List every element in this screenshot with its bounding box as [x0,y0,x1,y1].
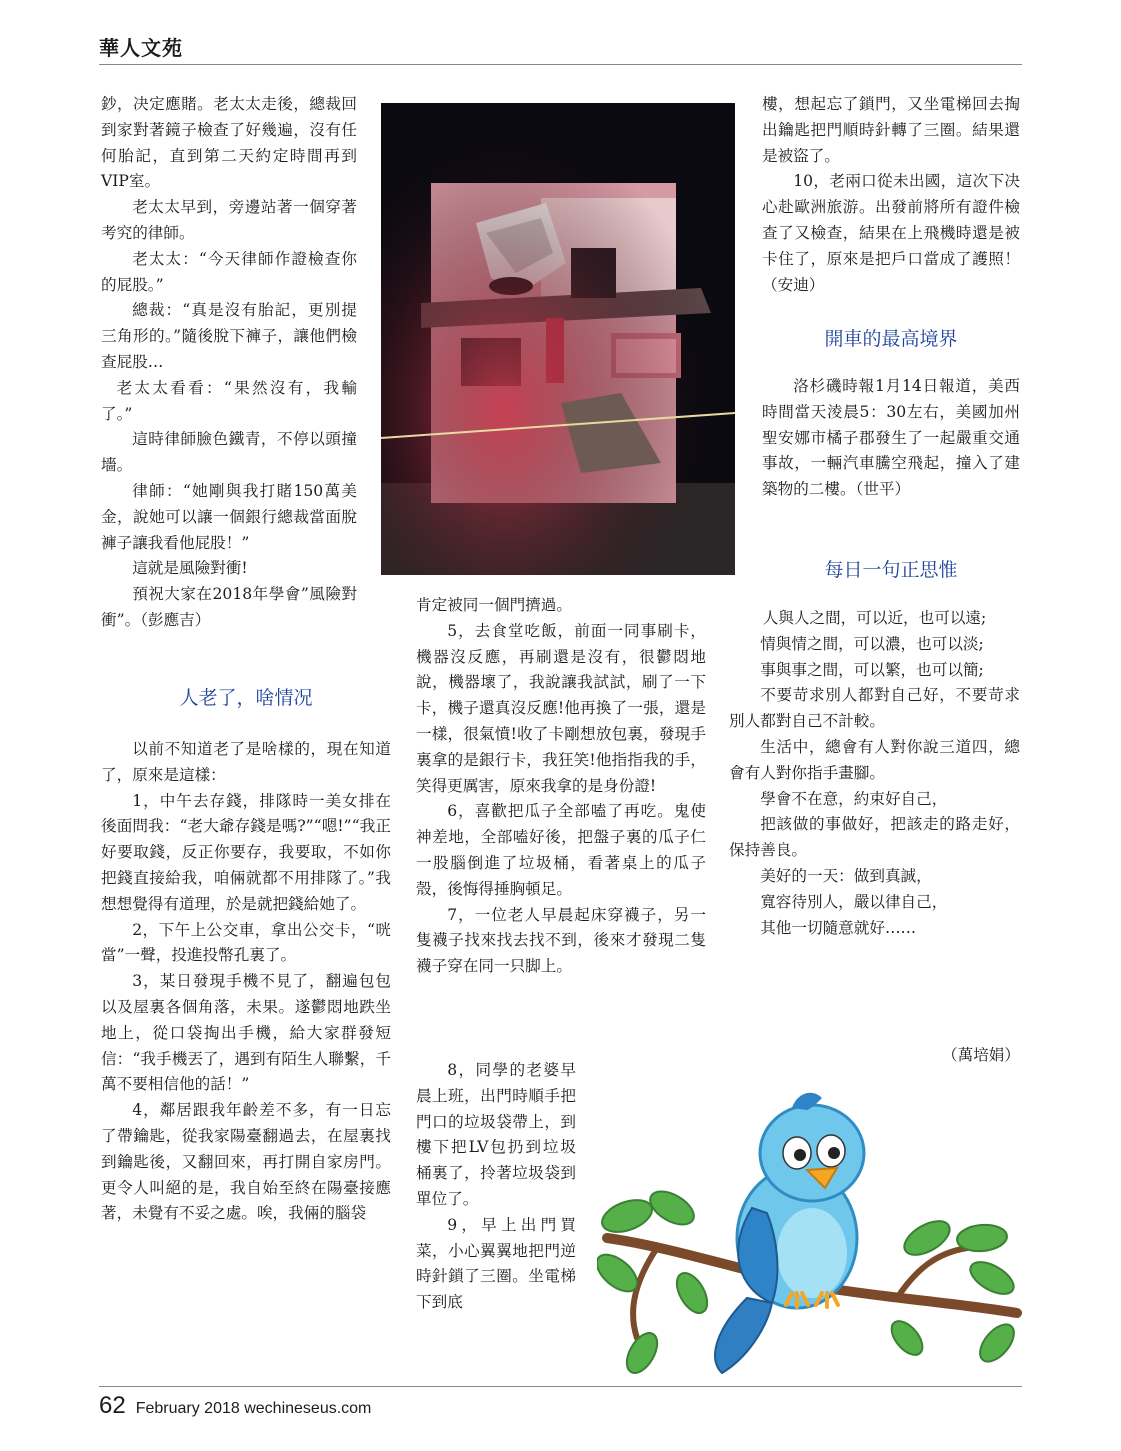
paragraph: 4，鄰居跟我年齡差不多，有一日忘了帶鑰匙，從我家陽臺翻過去，在屋裏找到鑰匙後，又翻回來，再打開自家房門。更令人叫絕的是，我自始至終在陽臺接應著，未覺有不妥之處。唉，我倆的腦袋 [101,1101,391,1223]
bird-on-branch-illustration [597,1088,1022,1380]
paragraph: 老太太看看：“果然沒有，我輸了。” [101,378,357,423]
column-1-upper [101,92,357,634]
paragraph: 樓，想起忘了鎖門，又坐電梯回去掏出鑰匙把門順時針轉了三圈。結果還是被盜了。 [762,95,1020,165]
column-3-middle [762,374,1020,503]
footer-rule [99,1386,1022,1387]
poem-line: 把該做的事做好，把該走的路走好，保持善良。 [729,815,1020,860]
poem-line: 寬容待別人，嚴以律自己， [760,892,948,911]
paragraph: 預祝大家在2018年學會”風險對衝”。（彭應吉） [101,585,357,629]
paragraph: 律師：“她剛與我打賭150萬美金，說她可以讓一個銀行總裁當面脫褲子讓我看他屁股！” [101,481,357,552]
paragraph: 這就是風險對衝! [132,559,248,578]
column-2-lower [416,1058,576,1316]
section-heading-aging: 人老了，啥情况 [179,687,313,709]
bird-head [760,1105,864,1201]
paragraph: 6，喜歡把瓜子全部嗑了再吃。鬼使神差地，全部嗑好後，把盤子裏的瓜子仁一股腦倒進了垃圾桶，看著桌上的瓜子殼，後悔得捶胸頓足。 [416,802,706,898]
paragraph: 9，早上出門買菜，小心翼翼地把門逆時針鎖了三圈。坐電梯下到底 [416,1215,576,1312]
section-heading-daily-thought: 每日一句正思惟 [824,559,958,581]
magazine-masthead: 華人文苑 [99,36,183,60]
twig [633,1248,657,1338]
poem-line: 事與事之間，可以繁，也可以簡; [760,660,984,679]
column-2-upper [416,593,706,980]
car-crash-photo [381,103,735,575]
poem-line: 情與情之間，可以濃，也可以淡; [760,634,984,653]
signature-text: （萬培娟） [942,1046,1020,1064]
paragraph: 1，中午去存錢，排隊時一美女排在後面問我：“老大爺存錢是嗎?”“嗯!”“我正好要取錢，反正你要存，我要取，不如你把錢直接給我，咱倆就都不用排隊了。”我想想覺得有道理，於是就把錢給她了。 [101,791,391,913]
paragraph: 7，一位老人早晨起床穿襪子，另一隻襪子找來找去找不到，後來才發現二隻襪子穿在同一只脚上。 [416,905,706,976]
paragraph: 總裁：“真是沒有胎記，更別提三角形的。”隨後脫下褲子，讓他們檢查屁股… [101,301,357,371]
paragraph: 老太太早到，旁邊站著一個穿著考究的律師。 [101,198,357,242]
page-number: 62 [99,1392,126,1419]
paragraph: 以前不知道老了是啥樣的，現在知道了，原來是這樣： [101,740,391,784]
signature [900,1043,1020,1069]
paragraph: 洛杉磯時報1月14日報道，美西時間當天淩晨5：30左右，美國加州聖安娜市橘子郡發生了一起嚴重交通事故，一輛汽車騰空飛起，撞入了建築物的二樓。（世平） [762,377,1020,499]
twig [897,1248,967,1298]
paragraph: 這時律師臉色鐵青，不停以頭撞墻。 [101,430,357,475]
footer-info: February 2018 wechineseus.com [135,1400,372,1417]
paragraph: 10，老兩口從未出國，這次下决心赴歐洲旅游。出發前將所有證件檢查了又檢查，結果在上飛機時還是被卡住了，原來是把戶口當成了護照！（安迪） [762,172,1020,294]
poem-line: 人與人之間，可以近，也可以遠; [762,609,987,627]
paragraph: 3，某日發現手機不見了，翻遍包包以及屋裏各個角落，未果。遂鬱悶地跌坐地上，從口袋掏出手機，給大家群發短信：“我手機丟了，遇到有陌生人聯繫，千萬不要相信他的話！” [101,972,391,1094]
poem-line: 生活中，總會有人對你說三道四，總會有人對你指手畫腳。 [729,737,1020,782]
paragraph: 8，同學的老婆早晨上班，出門時順手把門口的垃圾袋帶上，到樓下把LV包扔到垃圾桶裏了，拎著垃圾袋到單位了。 [416,1061,576,1208]
column-3-poem [729,606,1020,941]
paragraph: 肯定被同一個門擠過。 [416,596,572,614]
column-3-upper [762,92,1020,298]
column-1-lower [101,737,391,1227]
paragraph: 5，去食堂吃飯，前面一同事刷卡，機器沒反應，再刷還是沒有，很鬱悶地說，機器壞了，我說讓我試試，刷了一下卡，機子還真沒反應!他再換了一張，還是一樣，很氣憤!收了卡剛想放包裏，發現手裏拿的是銀行卡，我狂笑!他指指我的手，笑得更厲害，原來我拿的是身份證! [416,621,706,795]
paragraph: 2，下午上公交車，拿出公交卡，“咣當”一聲，投進投幣孔裏了。 [101,920,391,965]
photo-illustration [381,103,735,575]
page-footer [99,1392,371,1420]
section-heading-driving: 開車的最高境界 [824,328,958,350]
poem-line: 不要苛求別人都對自己好，不要苛求別人都對自己不計較。 [729,686,1020,731]
poem-line: 美好的一天：做到真誠， [760,866,932,885]
poem-line: 學會不在意，約束好自己， [760,789,948,808]
paragraph: 鈔，决定應賭。老太太走後，總裁回到家對著鏡子檢查了好幾遍，沒有任何胎記，直到第二天約定時間再到VIP室。 [101,95,357,191]
header-rule [99,64,1022,65]
paragraph: 老太太：“今天律師作證檢查你的屁股。” [101,249,357,294]
poem-line: 其他一切隨意就好…… [760,918,917,937]
